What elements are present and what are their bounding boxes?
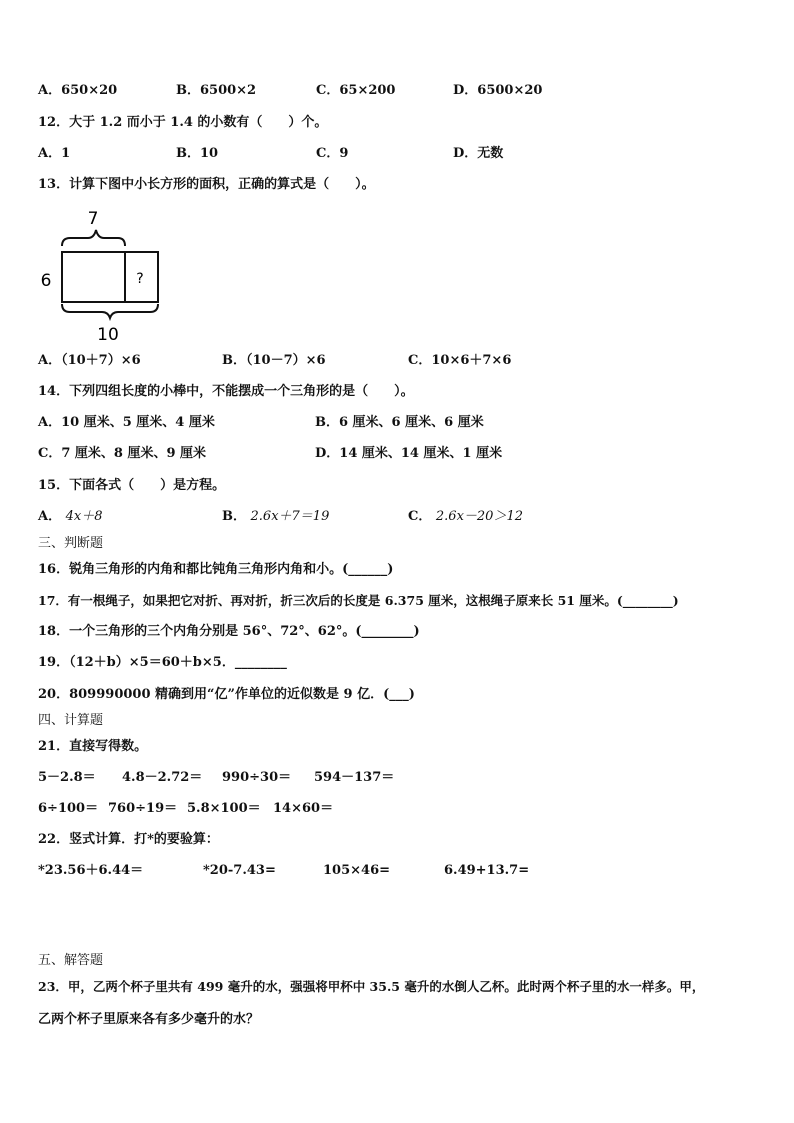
section-5-heading: 五、解答题 — [38, 953, 104, 968]
q12-option-a: A．1 — [38, 146, 71, 161]
q19: 19．（12＋b）×5＝60＋b×5．________ — [38, 655, 287, 670]
q20: 20．809990000 精确到用“亿”作单位的近似数是 9 亿．(___) — [38, 687, 415, 702]
q21-row1-item3: 990÷30＝ — [222, 770, 292, 785]
q14-option-d: D．14 厘米、14 厘米、1 厘米 — [315, 446, 503, 461]
q15-option-c — [408, 508, 523, 526]
q15-option-a-letter: A． — [38, 509, 62, 524]
q23-line1: 23．甲，乙两个杯子里共有 499 毫升的水，强强将甲杯中 35.5 毫升的水倒人乙杯。此时两个杯子里的水一样多。甲， — [38, 979, 705, 994]
q12-option-b: B．10 — [176, 146, 219, 161]
q21-row2-item2: 760÷19＝ — [108, 801, 178, 816]
q12-option-c: C．9 — [316, 146, 349, 161]
q18: 18．一个三角形的三个内角分别是 56°、72°、62°。(________) — [38, 624, 420, 639]
left-label: 6 — [40, 271, 52, 291]
section-4-heading: 四、计算题 — [38, 713, 104, 728]
q21-stem: 21．直接写得数。 — [38, 739, 148, 754]
q22-item2: *20-7.43= — [203, 863, 276, 878]
top-label: 7 — [87, 209, 99, 229]
q11-option-d: D．6500×20 — [453, 83, 543, 98]
q15-option-a — [38, 508, 103, 526]
q22-item4: 6.49+13.7= — [444, 863, 530, 878]
section-3-heading: 三、判断题 — [38, 536, 104, 551]
top-brace — [62, 230, 125, 246]
q13-stem: 13．计算下图中小长方形的面积，正确的算式是（ ）。 — [38, 177, 375, 192]
q12-stem: 12．大于 1.2 而小于 1.4 的小数有（ ）个。 — [38, 115, 328, 130]
q14-option-a: A．10 厘米、5 厘米、4 厘米 — [38, 415, 215, 430]
q22-stem: 22．竖式计算．打*的要验算： — [38, 832, 219, 847]
q14-option-b: B．6 厘米、6 厘米、6 厘米 — [315, 415, 484, 430]
question-mark: ? — [136, 271, 144, 287]
q14-stem: 14．下列四组长度的小棒中，不能摆成一个三角形的是（ ）。 — [38, 384, 414, 399]
q12-option-d: D．无数 — [453, 146, 504, 161]
q21-row1-item2: 4.8－2.72＝ — [122, 770, 203, 785]
q22-item3: 105×46= — [323, 863, 391, 878]
q15-stem: 15．下面各式（ ）是方程。 — [38, 478, 226, 493]
q21-row1-item4: 594－137＝ — [314, 770, 395, 785]
q15-option-b-expr: 2.6x＋7＝19 — [250, 509, 330, 524]
bottom-brace — [62, 304, 158, 318]
q17: 17．有一根绳子，如果把它对折、再对折，折三次后的长度是 6.375 厘米，这根绳子原来长 51 厘米。(________) — [38, 593, 679, 608]
q21-row2-item3: 5.8×100＝ — [187, 801, 261, 816]
q13-option-c: C．10×6＋7×6 — [408, 353, 512, 368]
q15-option-c-letter: C． — [408, 509, 432, 524]
q15-option-a-expr: 4x＋8 — [65, 509, 103, 524]
q13-option-a: A．（10＋7）×6 — [38, 353, 141, 368]
q11-option-b: B．6500×2 — [176, 83, 257, 98]
q13-option-b: B．（10－7）×6 — [222, 353, 326, 368]
q13-rectangle-figure — [30, 200, 180, 350]
q21-row2-item4: 14×60＝ — [273, 801, 334, 816]
q14-option-c: C．7 厘米、8 厘米、9 厘米 — [38, 446, 207, 461]
q11-option-c: C．65×200 — [316, 83, 396, 98]
q23-line2: 乙两个杯子里原来各有多少毫升的水？ — [38, 1012, 260, 1027]
q21-row2-item1: 6÷100＝ — [38, 801, 99, 816]
q22-item1: *23.56＋6.44＝ — [38, 863, 144, 878]
q15-option-c-expr: 2.6x－20＞12 — [435, 509, 523, 524]
q21-row1-item1: 5－2.8＝ — [38, 770, 96, 785]
q15-option-b-letter: B． — [222, 509, 246, 524]
bottom-label: 10 — [97, 325, 119, 345]
q16: 16．锐角三角形的内角和都比钝角三角形内角和小。(______) — [38, 562, 394, 577]
q15-option-b — [222, 508, 329, 526]
q11-option-a: A．650×20 — [38, 83, 118, 98]
